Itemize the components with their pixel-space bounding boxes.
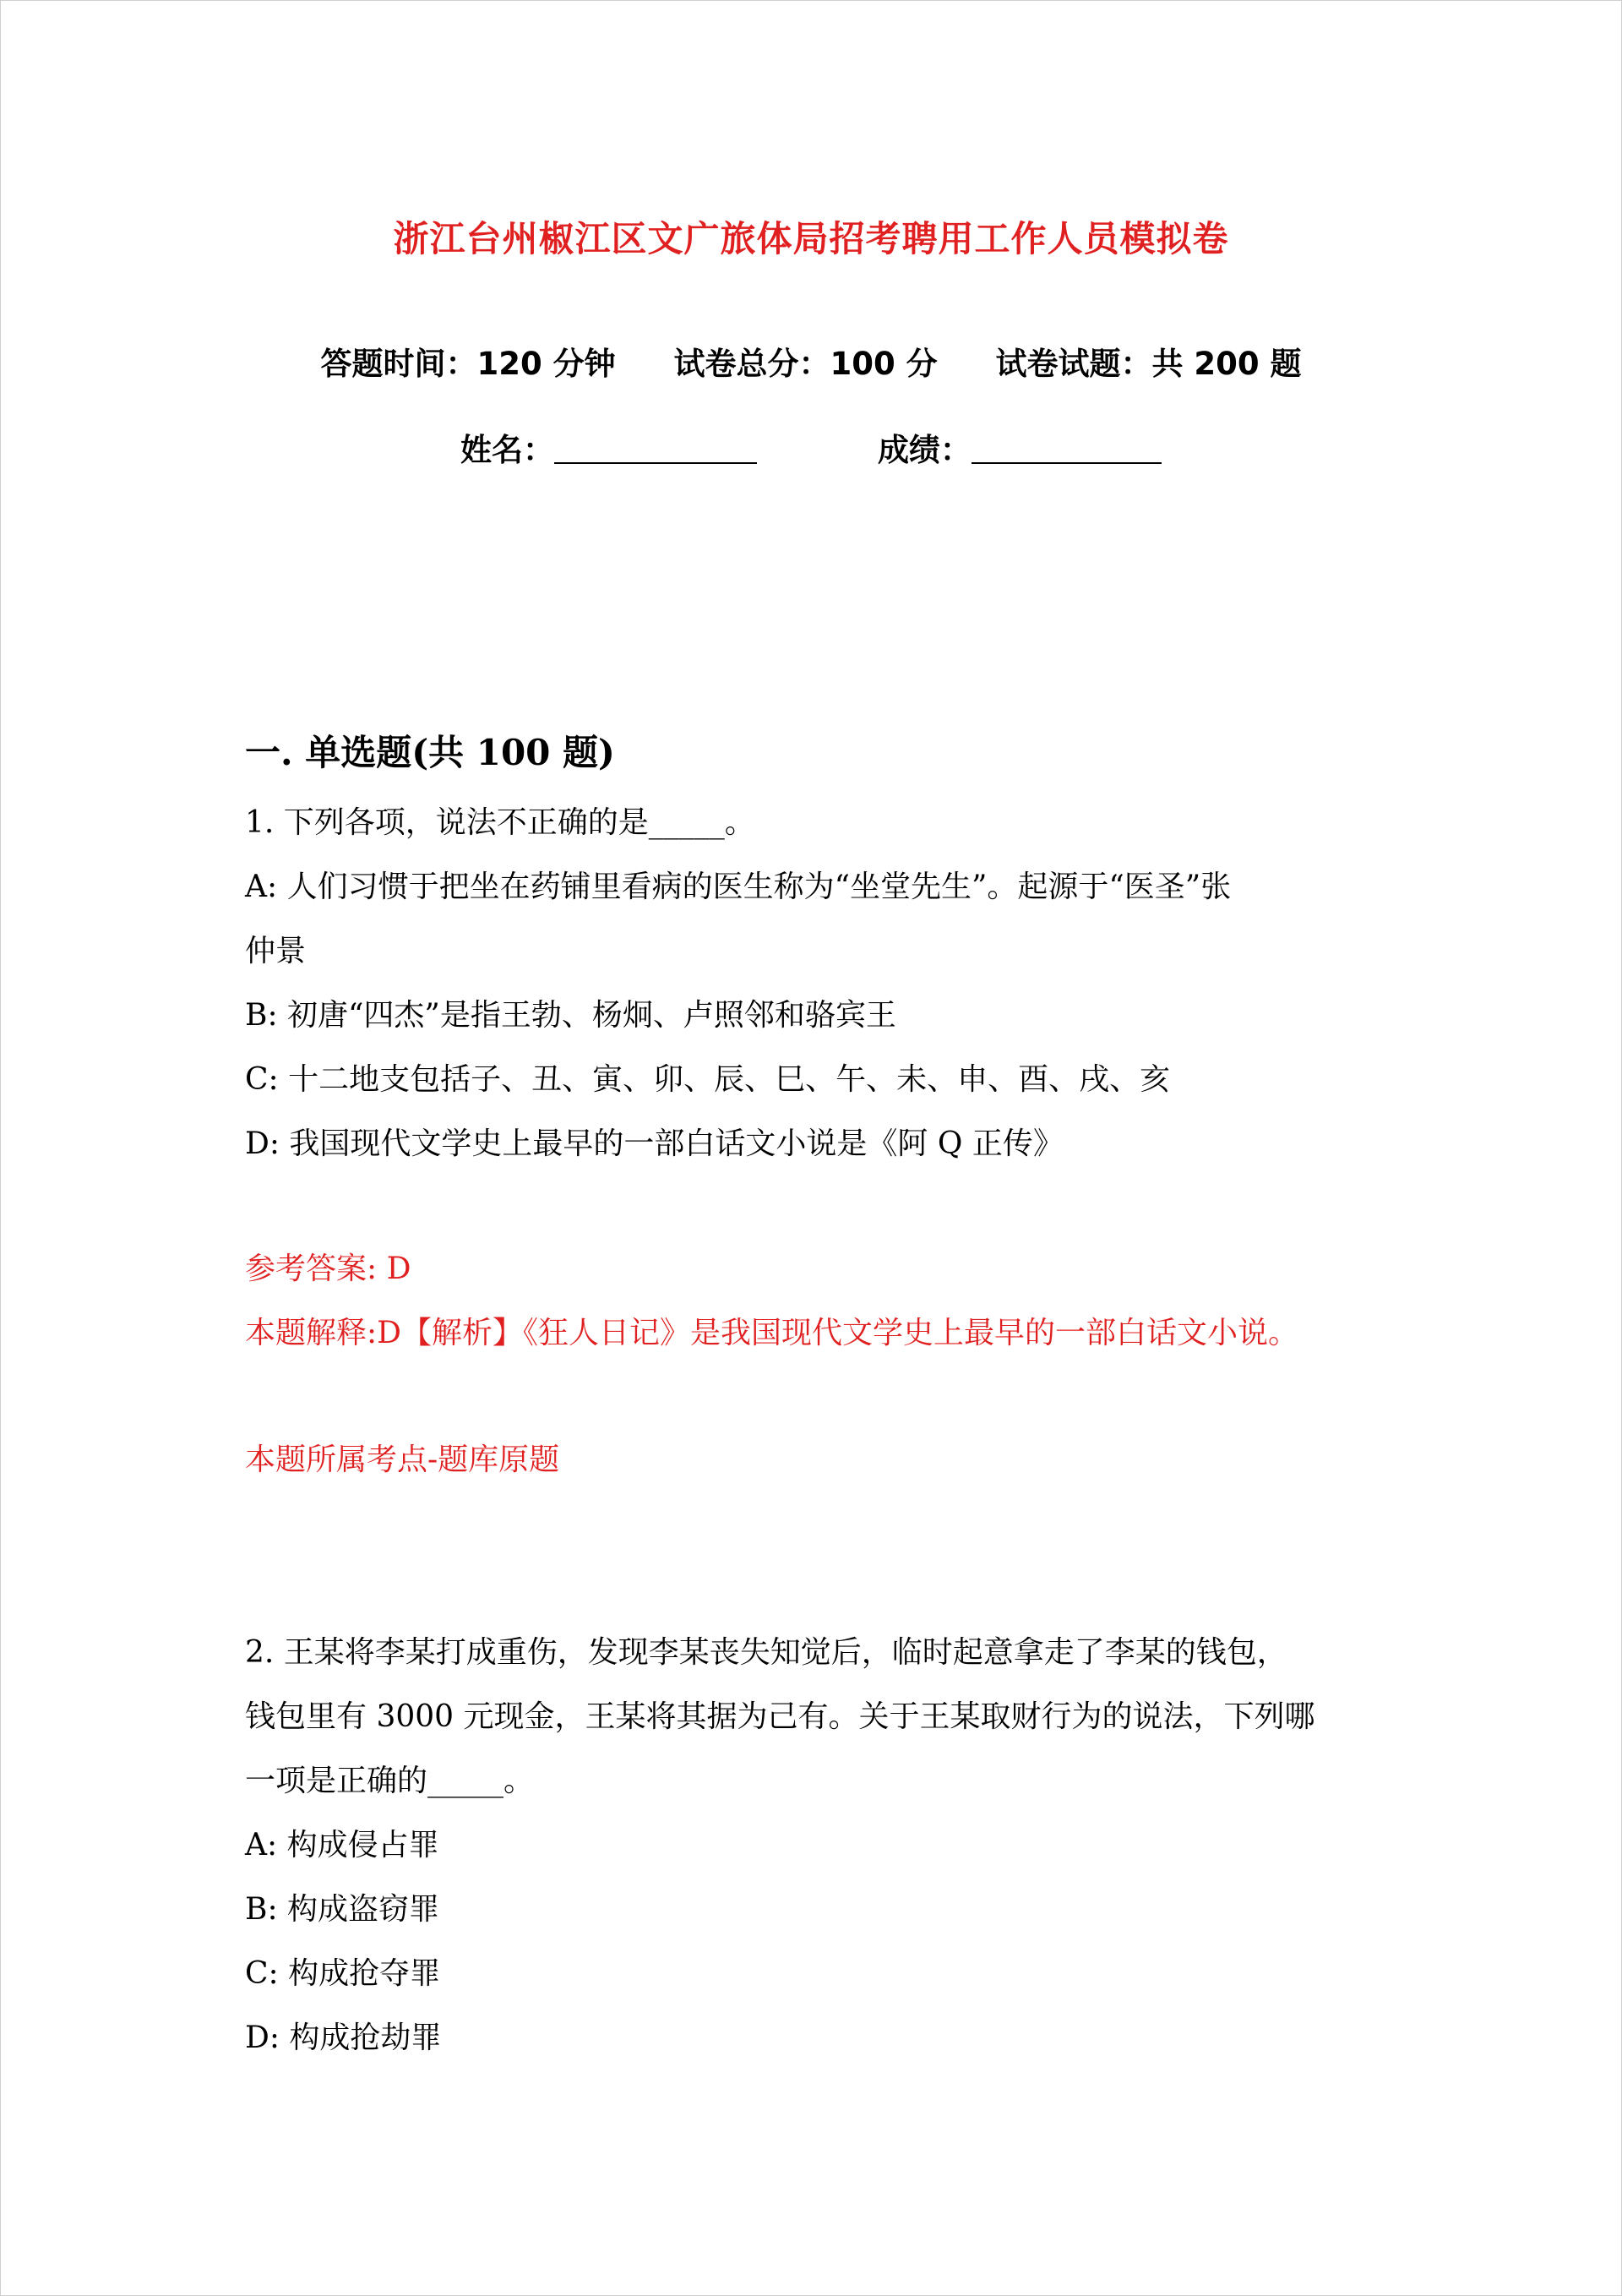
score-blank[interactable] [972, 437, 1162, 464]
name-blank[interactable] [554, 437, 757, 464]
question-stem-line-1: 2. 王某将李某打成重伤，发现李某丧失知觉后，临时起意拿走了李某的钱包， [245, 1635, 1287, 1670]
knowledge-point: 本题所属考点-题库原题 [245, 1442, 560, 1477]
exam-title: 浙江台州椒江区文广旅体局招考聘用工作人员模拟卷 [393, 218, 1229, 259]
option-a-cont: 仲景 [245, 934, 307, 968]
exam-time: 答题时间：120 分钟 [320, 346, 616, 382]
question-2 [245, 1621, 1377, 2070]
question-stem-line-2: 钱包里有 3000 元现金，王某将其据为己有。关于王某取财行为的说法，下列哪 [245, 1699, 1315, 1734]
question-stem: 1. 下列各项，说法不正确的是_____。 [245, 805, 755, 840]
section-heading: 一. 单选题(共 100 题) [245, 732, 615, 773]
option-b: B: 初唐“四杰”是指王勃、杨炯、卢照邻和骆宾王 [245, 998, 896, 1033]
score-label: 成绩： [877, 432, 972, 468]
name-field [460, 424, 757, 470]
option-a: A: 构成侵占罪 [245, 1828, 439, 1862]
answer: 参考答案: D [245, 1252, 411, 1286]
question-stem-line-3: 一项是正确的_____。 [245, 1764, 535, 1798]
option-a: A: 人们习惯于把坐在药铺里看病的医生称为“坐堂先生”。起源于“医圣”张 [245, 870, 1232, 904]
option-c: C: 构成抢夺罪 [245, 1956, 441, 1991]
score-field [878, 424, 1162, 470]
option-d: D: 我国现代文学史上最早的一部白话文小说是《阿 Q 正传》 [245, 1126, 1064, 1161]
question-1 [245, 791, 1377, 1176]
option-b: B: 构成盗窃罪 [245, 1892, 440, 1927]
explanation: 本题解释:D【解析】《狂人日记》是我国现代文学史上最早的一部白话文小说。 [245, 1316, 1298, 1350]
option-d: D: 构成抢劫罪 [245, 2021, 442, 2055]
exam-meta [0, 338, 1622, 384]
name-score-line [0, 424, 1622, 470]
option-c: C: 十二地支包括子、丑、寅、卯、辰、巳、午、未、申、酉、戌、亥 [245, 1062, 1171, 1097]
name-label: 姓名： [460, 432, 555, 468]
exam-total-score: 试卷总分：100 分 [673, 346, 938, 382]
exam-total-questions: 试卷试题：共 200 题 [995, 346, 1302, 382]
